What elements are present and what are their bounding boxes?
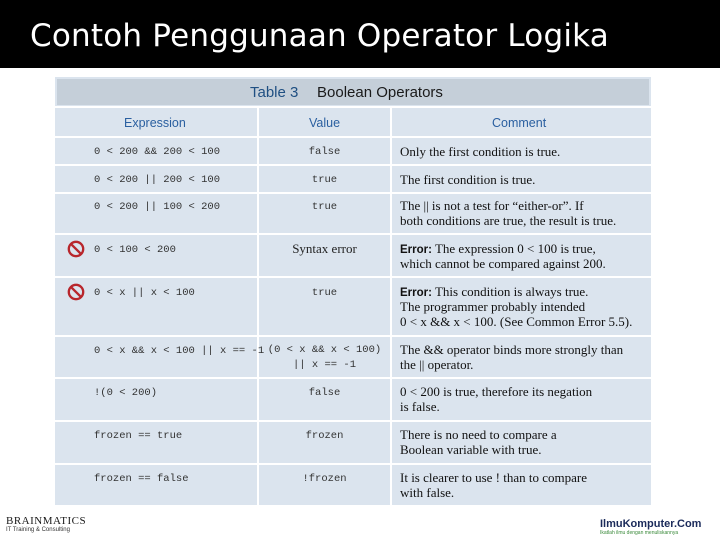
- expression-cell: 0 < 100 < 200: [94, 244, 176, 256]
- row-divider: [55, 164, 651, 166]
- row-divider: [55, 106, 651, 108]
- comment-text: The expression 0 < 100 is true,: [434, 241, 596, 256]
- row-divider: [55, 463, 651, 465]
- comment-cell: 0 < x && x < 100. (See Common Error 5.5).: [400, 314, 633, 329]
- comment-cell: which cannot be compared against 200.: [400, 256, 606, 271]
- comment-cell: It is clearer to use ! than to compare: [400, 470, 587, 485]
- column-divider: [257, 108, 259, 505]
- value-cell: frozen: [305, 430, 344, 442]
- comment-cell: The first condition is true.: [400, 172, 536, 187]
- ilmukomputer-brand: IlmuKomputer.Com: [600, 518, 702, 530]
- comment-cell: the || operator.: [400, 357, 474, 372]
- value-cell: Syntax error: [292, 241, 357, 256]
- value-cell: true: [311, 201, 338, 213]
- header-comment: Comment: [492, 116, 547, 130]
- expression-cell: !(0 < 200): [94, 387, 158, 399]
- row-divider: [55, 420, 651, 422]
- comment-cell: The || is not a test for “either-or”. If: [400, 198, 584, 213]
- error-label: Error:: [400, 287, 432, 299]
- brainmatics-logo: [6, 515, 87, 537]
- comment-cell: The && operator binds more strongly than: [400, 342, 624, 357]
- expression-cell: frozen == true: [94, 430, 183, 442]
- value-cell: || x == -1: [292, 359, 356, 371]
- comment-text: This condition is always true.: [434, 284, 589, 299]
- expression-cell: frozen == false: [94, 473, 189, 485]
- value-cell: !frozen: [302, 473, 347, 485]
- comment-cell: both conditions are true, the result is true.: [400, 213, 617, 228]
- brainmatics-tagline: IT Training & Consulting: [6, 527, 70, 533]
- no-entry-icon: [67, 240, 85, 258]
- comment-cell: Only the first condition is true.: [400, 144, 561, 159]
- value-cell: true: [311, 174, 338, 186]
- table-name: Boolean Operators: [317, 84, 443, 101]
- ilmukomputer-logo: [600, 518, 718, 538]
- value-cell: false: [308, 146, 341, 158]
- expression-cell: 0 < 200 || 100 < 200: [94, 201, 221, 213]
- comment-cell: with false.: [400, 485, 455, 500]
- comment-cell: The programmer probably intended: [400, 299, 586, 314]
- slide-title: Contoh Penggunaan Operator Logika: [30, 18, 609, 54]
- expression-cell: 0 < 200 || 200 < 100: [94, 174, 221, 186]
- brainmatics-brand: BRAINMATICS: [6, 515, 87, 527]
- row-divider: [55, 233, 651, 235]
- comment-cell: Boolean variable with true.: [400, 442, 542, 457]
- row-divider: [55, 335, 651, 337]
- value-cell: false: [308, 387, 341, 399]
- error-label: Error:: [400, 244, 432, 256]
- value-cell: (0 < x && x < 100): [267, 344, 382, 356]
- value-cell: true: [311, 287, 338, 299]
- row-divider: [55, 377, 651, 379]
- comment-cell: 0 < 200 is true, therefore its negation: [400, 384, 593, 399]
- table-caption: [57, 79, 649, 105]
- comment-cell: is false.: [400, 399, 440, 414]
- column-divider: [390, 108, 392, 505]
- header-expression: Expression: [124, 116, 186, 130]
- expression-cell: 0 < x || x < 100: [94, 287, 195, 299]
- table-number: Table 3: [250, 84, 299, 101]
- slide-title-bar: [0, 0, 720, 68]
- no-entry-icon: [67, 283, 85, 301]
- row-divider: [55, 192, 651, 194]
- expression-cell: 0 < 200 && 200 < 100: [94, 146, 221, 158]
- comment-cell: There is no need to compare a: [400, 427, 557, 442]
- ilmukomputer-tagline: Ikatlah ilmu dengan menuliskannya: [600, 530, 679, 536]
- row-divider: [55, 136, 651, 138]
- row-divider: [55, 276, 651, 278]
- expression-cell: 0 < x && x < 100 || x == -1: [94, 345, 265, 357]
- header-value: Value: [309, 116, 341, 130]
